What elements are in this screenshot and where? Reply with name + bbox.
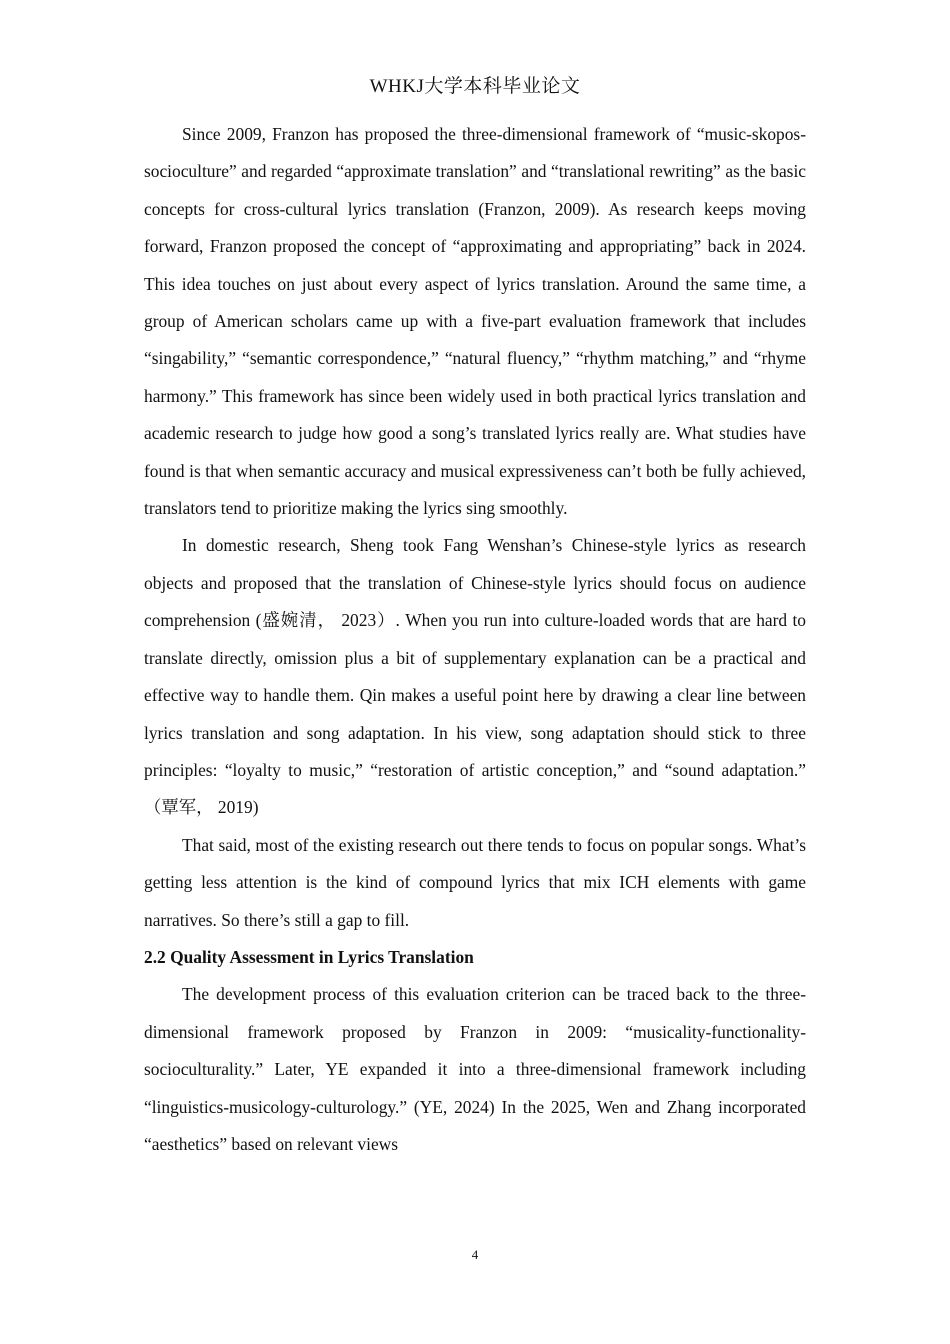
paragraph-quality-assessment: The development process of this evaluation criterion can be traced back to the three-dimensional framework proposed by Franzon in 2009: “musicality-functionality-socioculturality.” Later, YE expanded it into a three-dimensional framework including “linguistics-musicology-culturology.” (YE, 2024) In the 2025, Wen and Zhang incorporated “aesthetics” based on relevant views	[144, 984, 806, 1154]
page-number: 4	[471, 1247, 479, 1262]
paragraph-domestic-research: In domestic research, Sheng took Fang Wenshan’s Chinese-style lyrics as research objects and proposed that the translation of Chinese-style lyrics should focus on audience comprehension (盛婉清， 2023）. When you run into culture-loaded words that are hard to translate directly, omission plus a bit of supplementary explanation can be a practical and effective way to handle them. Qin makes a useful point here by drawing a clear line between lyrics translation and song adaptation. In his view, song adaptation should stick to three principles: “loyalty to music,” “restoration of artistic conception,” and “sound adaptation.” （覃军， 2019)	[144, 535, 806, 818]
section-heading: 2.2 Quality Assessment in Lyrics Translation	[144, 946, 474, 967]
paragraph-franzon-framework: Since 2009, Franzon has proposed the three-dimensional framework of “music-skopos-socioculture” and regarded “approximate translation” and “translational rewriting” as the basic concepts for cross-cultural lyrics translation (Franzon, 2009). As research keeps moving forward, Franzon proposed the concept of “approximating and appropriating” back in 2024. This idea touches on just about every aspect of lyrics translation. Around the same time, a group of American scholars came up with a five-part evaluation framework that includes “singability,” “semantic correspondence,” “natural fluency,” “rhythm matching,” and “rhyme harmony.” This framework has since been widely used in both practical lyrics translation and academic research to judge how good a song’s translated lyrics really are. What studies have found is that when semantic accuracy and musical expressiveness can’t both be fully achieved, translators tend to prioritize making the lyrics sing smoothly.	[144, 124, 806, 519]
paragraph-research-gap: That said, most of the existing research out there tends to focus on popular songs. What’s getting less attention is the kind of compound lyrics that mix ICH elements with game narratives. So there’s still a gap to fill.	[144, 834, 806, 930]
body-text	[144, 116, 806, 1163]
running-header-title: WHKJ大学本科毕业论文	[369, 76, 581, 97]
